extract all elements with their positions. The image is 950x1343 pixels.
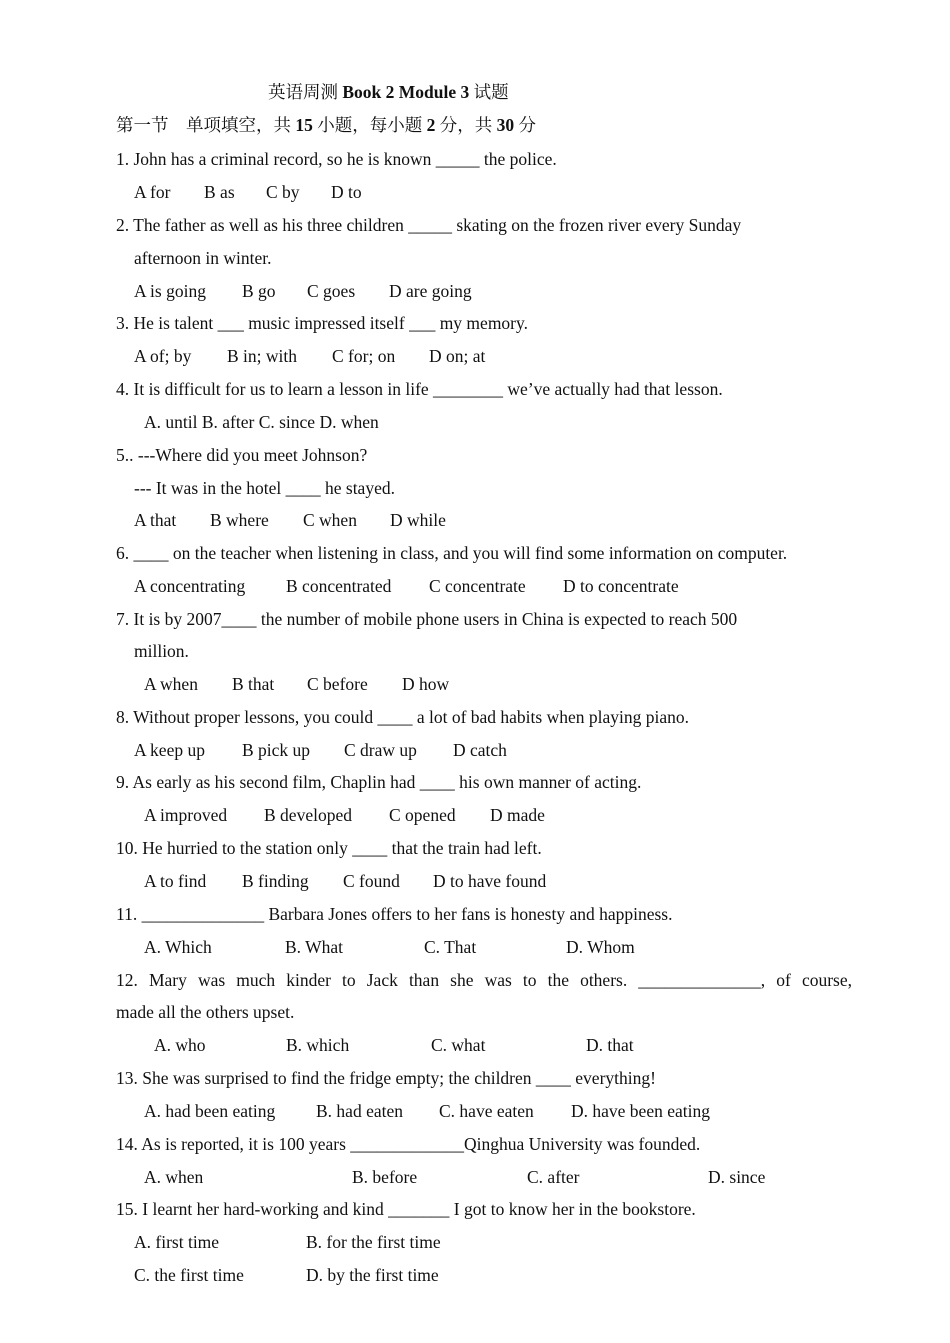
- question-6-option-a[interactable]: A concentrating: [134, 576, 246, 596]
- section-heading: 第一节 单项填空，共 15 小题，每小题 2 分，共 30 分: [116, 115, 536, 135]
- question-13-option-b[interactable]: B. had eaten: [316, 1101, 403, 1121]
- question-13-option-d[interactable]: D. have been eating: [571, 1101, 710, 1121]
- question-14-stem: 14. As is reported, it is 100 years _____________Qinghua University was founded.: [116, 1134, 701, 1154]
- question-9-stem: 9. As early as his second film, Chaplin had ____ his own manner of acting.: [116, 772, 642, 792]
- question-12-option-a[interactable]: A. who: [154, 1035, 206, 1055]
- question-2-stem-cont: afternoon in winter.: [134, 248, 272, 268]
- question-7-option-c[interactable]: C before: [307, 674, 368, 694]
- question-3-option-a[interactable]: A of; by: [134, 346, 192, 366]
- question-15-stem: 15. I learnt her hard-working and kind _______ I got to know her in the bookstore.: [116, 1199, 696, 1219]
- question-7-stem-cont: million.: [134, 641, 189, 661]
- question-15-option-a[interactable]: A. first time: [134, 1232, 220, 1252]
- question-11-option-d[interactable]: D. Whom: [566, 937, 635, 957]
- question-12-option-b[interactable]: B. which: [286, 1035, 350, 1055]
- question-6-option-d[interactable]: D to concentrate: [563, 576, 679, 596]
- question-14-option-d[interactable]: D. since: [708, 1167, 766, 1187]
- question-9-option-b[interactable]: B developed: [264, 805, 352, 825]
- question-12-stem-cont: made all the others upset.: [116, 1002, 295, 1022]
- question-12-stem: 12. Mary was much kinder to Jack than she was to the others. ______________, of course,: [116, 970, 852, 990]
- question-10-option-a[interactable]: A to find: [144, 871, 207, 891]
- question-1-option-a[interactable]: A for: [134, 182, 171, 202]
- question-2-option-c[interactable]: C goes: [307, 281, 356, 301]
- question-13-option-c[interactable]: C. have eaten: [439, 1101, 534, 1121]
- question-11-stem: 11. ______________ Barbara Jones offers to her fans is honesty and happiness.: [116, 904, 673, 924]
- question-9-option-a[interactable]: A improved: [144, 805, 228, 825]
- question-1-stem: 1. John has a criminal record, so he is known _____ the police.: [116, 149, 557, 169]
- question-13-option-a[interactable]: A. had been eating: [144, 1101, 276, 1121]
- question-11-option-a[interactable]: A. Which: [144, 937, 212, 957]
- question-8-option-a[interactable]: A keep up: [134, 740, 205, 760]
- question-2-option-d[interactable]: D are going: [389, 281, 472, 301]
- question-8-option-b[interactable]: B pick up: [242, 740, 311, 760]
- question-8-option-c[interactable]: C draw up: [344, 740, 417, 760]
- question-2-option-b[interactable]: B go: [242, 281, 276, 301]
- question-7-option-a[interactable]: A when: [144, 674, 198, 694]
- question-6-stem: 6. ____ on the teacher when listening in class, and you will find some information on computer.: [116, 543, 788, 563]
- question-8-stem: 8. Without proper lessons, you could ____ a lot of bad habits when playing piano.: [116, 707, 689, 727]
- question-15-option-b[interactable]: B. for the first time: [306, 1232, 441, 1252]
- question-9-option-d[interactable]: D made: [490, 805, 545, 825]
- question-15-option-d[interactable]: D. by the first time: [306, 1265, 439, 1285]
- question-6-option-c[interactable]: C concentrate: [429, 576, 526, 596]
- question-3-stem: 3. He is talent ___ music impressed itself ___ my memory.: [116, 313, 528, 333]
- question-12-option-c[interactable]: C. what: [431, 1035, 486, 1055]
- question-14-option-a[interactable]: A. when: [144, 1167, 204, 1187]
- question-5-option-c[interactable]: C when: [303, 510, 357, 530]
- question-7-option-b[interactable]: B that: [232, 674, 275, 694]
- question-5-option-d[interactable]: D while: [390, 510, 446, 530]
- question-2-stem: 2. The father as well as his three children _____ skating on the frozen river every Sunday: [116, 215, 742, 235]
- question-10-option-b[interactable]: B finding: [242, 871, 309, 891]
- question-5-option-a[interactable]: A that: [134, 510, 177, 530]
- page-title: 英语周测 Book 2 Module 3 试题: [268, 82, 509, 102]
- question-7-option-d[interactable]: D how: [402, 674, 450, 694]
- question-10-option-c[interactable]: C found: [343, 871, 400, 891]
- question-7-stem: 7. It is by 2007____ the number of mobile phone users in China is expected to reach 500: [116, 609, 738, 629]
- question-15-option-c[interactable]: C. the first time: [134, 1265, 244, 1285]
- question-4-options[interactable]: A. until B. after C. since D. when: [144, 412, 379, 432]
- question-4-stem: 4. It is difficult for us to learn a lesson in life ________ we’ve actually had that lesson.: [116, 379, 723, 399]
- question-14-option-c[interactable]: C. after: [527, 1167, 580, 1187]
- question-10-option-d[interactable]: D to have found: [433, 871, 547, 891]
- question-6-option-b[interactable]: B concentrated: [286, 576, 392, 596]
- question-11-option-c[interactable]: C. That: [424, 937, 477, 957]
- question-1-option-b[interactable]: B as: [204, 182, 235, 202]
- question-11-option-b[interactable]: B. What: [285, 937, 344, 957]
- question-5-stem-cont: --- It was in the hotel ____ he stayed.: [134, 478, 395, 498]
- question-14-option-b[interactable]: B. before: [352, 1167, 418, 1187]
- question-3-option-b[interactable]: B in; with: [227, 346, 298, 366]
- question-10-stem: 10. He hurried to the station only ____ that the train had left.: [116, 838, 542, 858]
- question-2-option-a[interactable]: A is going: [134, 281, 206, 301]
- question-5-option-b[interactable]: B where: [210, 510, 269, 530]
- question-12-option-d[interactable]: D. that: [586, 1035, 634, 1055]
- question-1-option-d[interactable]: D to: [331, 182, 362, 202]
- question-1-option-c[interactable]: C by: [266, 182, 300, 202]
- question-9-option-c[interactable]: C opened: [389, 805, 456, 825]
- question-8-option-d[interactable]: D catch: [453, 740, 507, 760]
- question-3-option-d[interactable]: D on; at: [429, 346, 486, 366]
- question-13-stem: 13. She was surprised to find the fridge empty; the children ____ everything!: [116, 1068, 656, 1088]
- question-3-option-c[interactable]: C for; on: [332, 346, 396, 366]
- question-5-stem: 5.. ---Where did you meet Johnson?: [116, 445, 368, 465]
